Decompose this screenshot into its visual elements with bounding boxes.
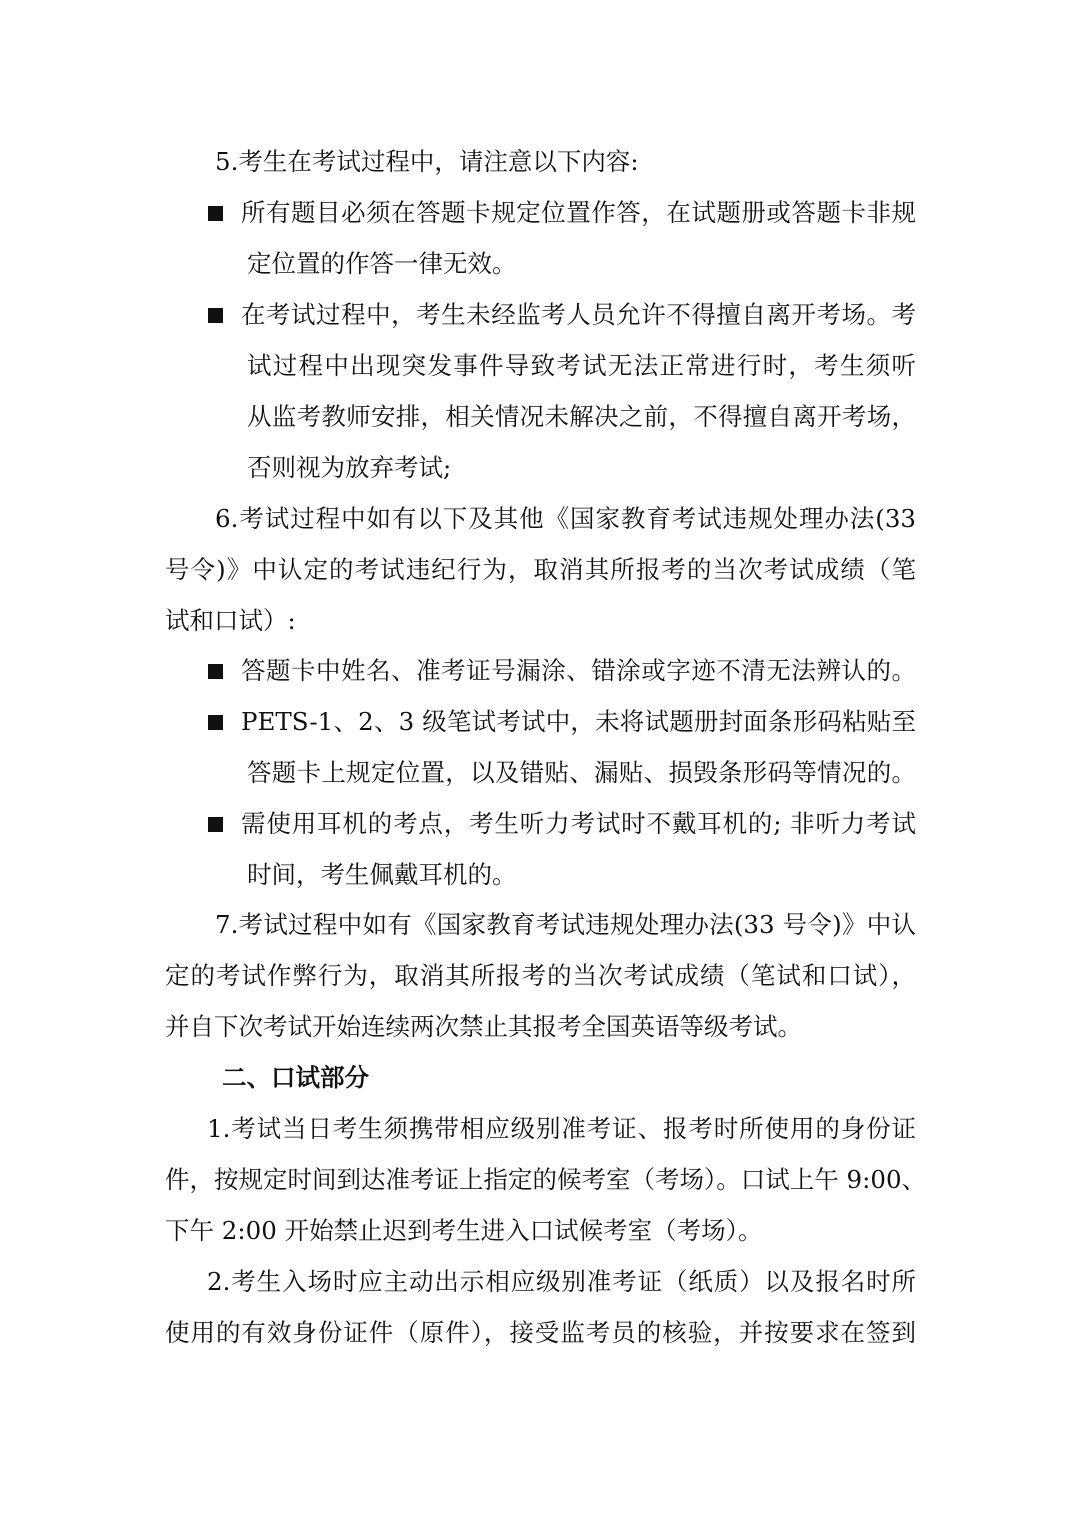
item5-bullet1-line1: 所有题目必须在答题卡规定位置作答，在试题册或答题卡非规 [241,198,916,227]
section2-p2-line1: 2.考生入场时应主动出示相应级别准考证（纸质）以及报名时所 [207,1267,916,1296]
item7-line3: 并自下次考试开始连续两次禁止其报考全国英语等级考试。 [165,1012,802,1041]
section2-p1-line3: 下午 2:00 开始禁止迟到考生进入口试候考室（考场）。 [165,1216,763,1245]
square-bullet-icon [208,308,223,323]
item5-bullet2-line4: 否则视为放弃考试; [247,453,452,482]
item6-line3: 试和口试）: [165,606,296,635]
square-bullet-icon [208,715,223,730]
item6-bullet3-line2: 时间，考生佩戴耳机的。 [247,860,517,889]
item6-line2: 号令)》中认定的考试违纪行为，取消其所报考的当次考试成绩（笔 [165,555,916,584]
section-heading-oral: 二、口试部分 [222,1063,369,1092]
square-bullet-icon [208,206,223,221]
square-bullet-icon [208,817,223,832]
item7-line1: 7.考试过程中如有《国家教育考试违规处理办法(33 号令)》中认 [215,910,916,939]
item7-line2: 定的考试作弊行为，取消其所报考的当次考试成绩（笔试和口试）， [165,961,916,990]
item6-bullet2-line1: PETS-1、2、3 级笔试考试中，未将试题册封面条形码粘贴至 [241,707,916,736]
section2-p1-line2: 件，按规定时间到达准考证上指定的候考室（考场）。口试上午 9:00、 [165,1165,927,1194]
section2-p1-line1: 1.考试当日考生须携带相应级别准考证、报考时所使用的身份证 [207,1114,916,1143]
item6-bullet2-line2: 答题卡上规定位置，以及错贴、漏贴、损毁条形码等情况的。 [247,758,916,787]
item6-bullet1-line1: 答题卡中姓名、准考证号漏涂、错涂或字迹不清无法辨认的。 [241,656,916,685]
item6-bullet3-line1: 需使用耳机的考点，考生听力考试时不戴耳机的; 非听力考试 [241,809,916,838]
item5-bullet2-line1: 在考试过程中，考生未经监考人员允许不得擅自离开考场。考 [241,300,916,329]
square-bullet-icon [208,664,223,679]
item5-bullet2-line3: 从监考教师安排，相关情况未解决之前，不得擅自离开考场， [247,402,916,431]
item5-bullet2-line2: 试过程中出现突发事件导致考试无法正常进行时，考生须听 [247,351,916,380]
item5-intro: 5.考生在考试过程中，请注意以下内容: [215,147,639,176]
section2-p2-line2: 使用的有效身份证件（原件），接受监考员的核验，并按要求在签到 [165,1318,916,1347]
item5-bullet1-line2: 定位置的作答一律无效。 [247,249,517,278]
item6-line1: 6.考试过程中如有以下及其他《国家教育考试违规处理办法(33 [215,504,916,533]
